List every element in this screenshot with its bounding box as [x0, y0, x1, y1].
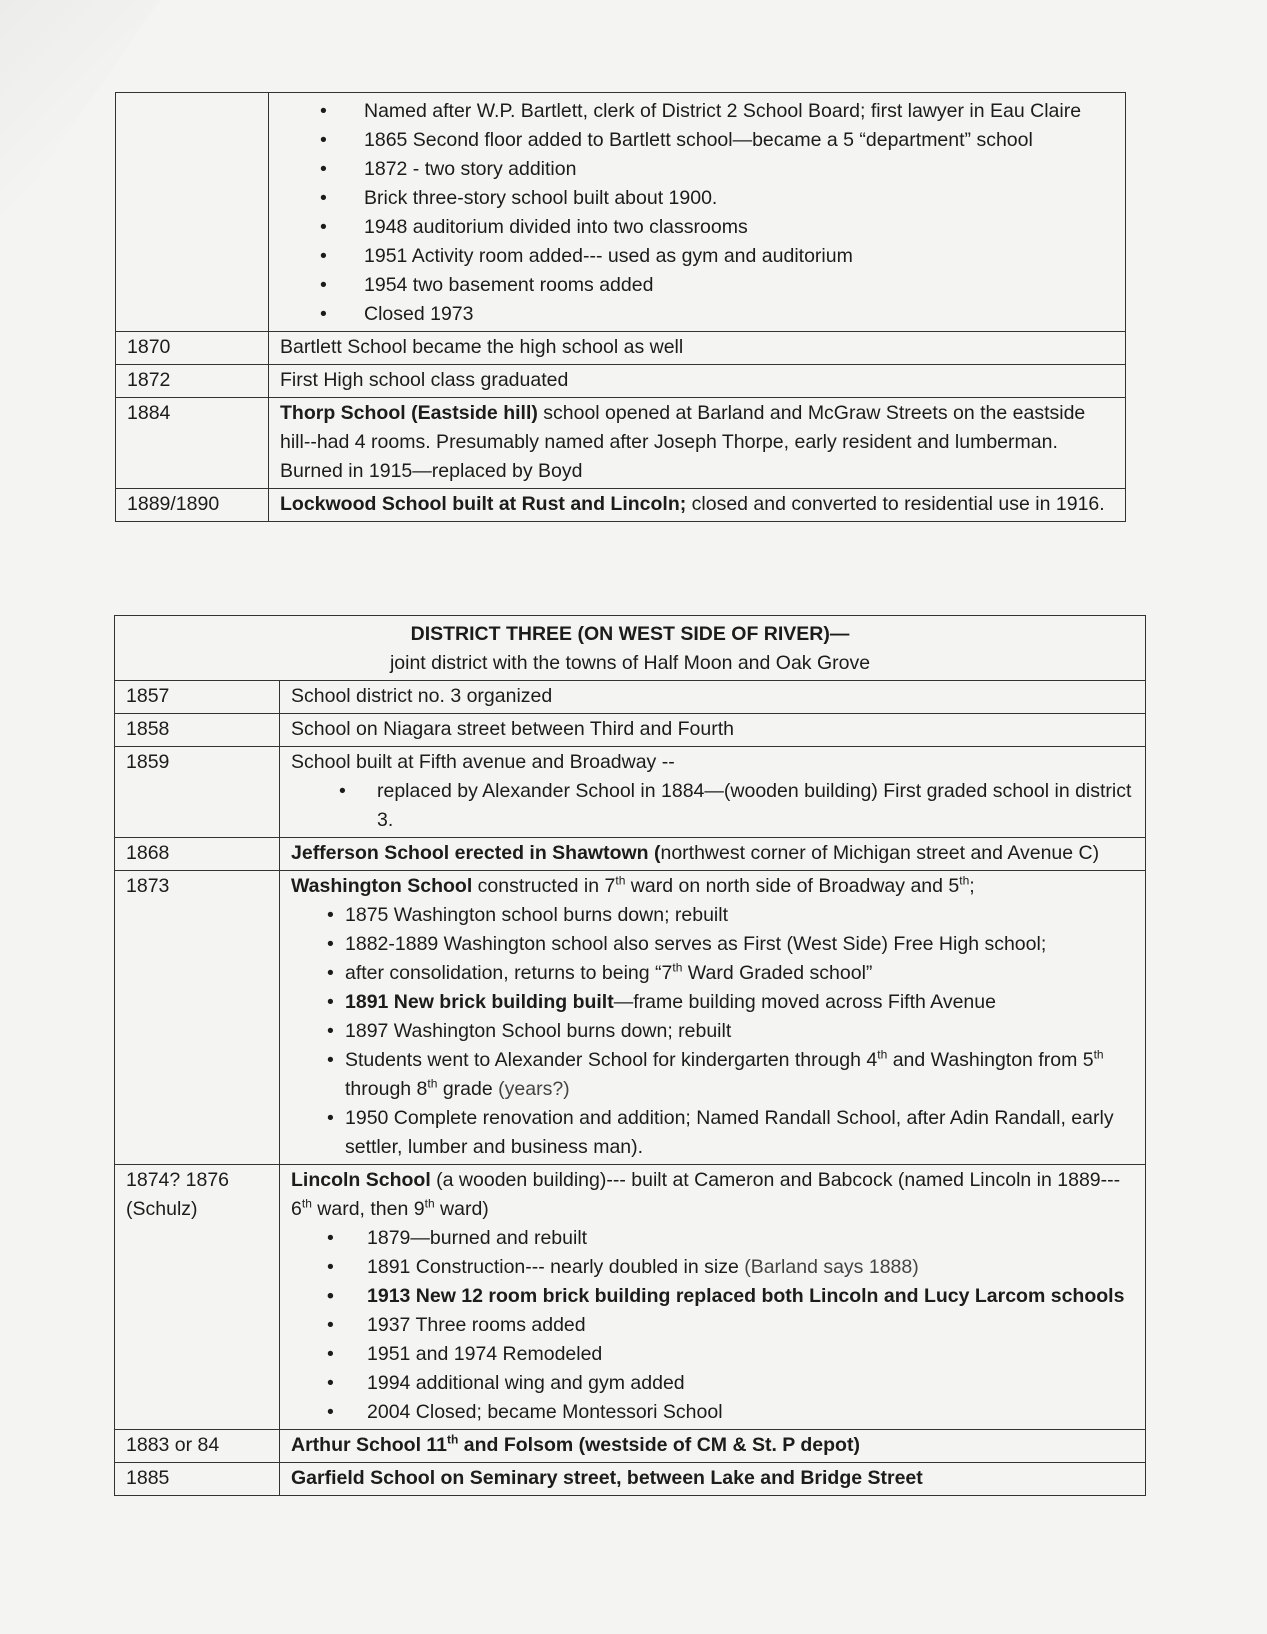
- event-text: (a wooden building)--- built at Cameron and Babcock (named Lincoln in 1889--- 6: [291, 1169, 1121, 1220]
- bartlett-details: [269, 93, 1126, 332]
- year-cell: 1889/1890: [116, 489, 269, 522]
- event-text: and Washington from 5: [887, 1049, 1094, 1071]
- event-text: 1891 Construction--- nearly doubled in size: [367, 1256, 739, 1278]
- bullet-list: [291, 901, 1134, 1162]
- year-cell: 1859: [115, 747, 280, 838]
- event-text: (years?): [492, 1078, 570, 1100]
- list-item: • Closed 1973: [280, 300, 1114, 329]
- event-text: 1891 New brick building built: [345, 991, 614, 1013]
- table-row: [115, 747, 1146, 838]
- year-cell: 1883 or 84: [115, 1430, 280, 1463]
- table-row: [115, 838, 1146, 871]
- event-text: through 8: [345, 1078, 428, 1100]
- event-text: Ward Graded school”: [682, 962, 873, 984]
- event-text: grade: [437, 1078, 493, 1100]
- district-three-heading: [115, 616, 1146, 681]
- list-item: • Named after W.P. Bartlett, clerk of District 2 School Board; first lawyer in Eau Claire: [280, 97, 1114, 126]
- school-name: Lockwood School built at Rust and Lincoln;: [280, 493, 687, 515]
- event-text: (Barland says 1888): [738, 1256, 919, 1278]
- superscript: th: [447, 1432, 459, 1447]
- list-item: • 1872 - two story addition: [280, 155, 1114, 184]
- school-name: Jefferson School erected in Shawtown (: [291, 842, 661, 864]
- table-row: [115, 1430, 1146, 1463]
- event-text: ward, then 9: [311, 1198, 425, 1220]
- event-text: Students went to Alexander School for kindergarten through 4: [345, 1049, 878, 1071]
- table-row: [115, 1165, 1146, 1430]
- list-item: • 1937 Three rooms added: [291, 1311, 1134, 1340]
- event-text: ward): [434, 1198, 489, 1220]
- bullet-list: [291, 777, 1134, 835]
- school-name: Washington School: [291, 875, 473, 897]
- event-text: —frame building moved across Fifth Avenue: [613, 991, 996, 1013]
- list-item: • 1954 two basement rooms added: [280, 271, 1114, 300]
- event-text: constructed in 7: [472, 875, 616, 897]
- event-text: ward on north side of Broadway and 5: [625, 875, 960, 897]
- heading-subtitle: joint district with the towns of Half Moon and Oak Grove: [389, 652, 871, 674]
- table-row: [115, 681, 1146, 714]
- list-item: [291, 959, 1134, 988]
- list-item: • 1950 Complete renovation and addition; Named Randall School, after Adin Randall, early settler, lumber and business man).: [291, 1104, 1134, 1162]
- year-cell: 1868: [115, 838, 280, 871]
- superscript: th: [301, 1196, 312, 1211]
- superscript: th: [877, 1047, 888, 1062]
- event-intro: [291, 1166, 1134, 1224]
- superscript: th: [672, 960, 683, 975]
- year-cell: 1873: [115, 871, 280, 1165]
- table-row: [115, 1463, 1146, 1496]
- list-item: [291, 1253, 1134, 1282]
- list-item: • 1994 additional wing and gym added: [291, 1369, 1134, 1398]
- table-row: [116, 332, 1126, 365]
- event-intro: [291, 872, 1134, 901]
- list-item: • Brick three-story school built about 1900.: [280, 184, 1114, 213]
- year-cell: 1885: [115, 1463, 280, 1496]
- event-cell: [280, 838, 1146, 871]
- list-item: • 1951 and 1974 Remodeled: [291, 1340, 1134, 1369]
- district-two-table: [115, 92, 1126, 522]
- year-cell: 1870: [116, 332, 269, 365]
- event-text: Arthur School 11: [291, 1434, 448, 1456]
- event-cell: [280, 871, 1146, 1165]
- list-item: • 1897 Washington School burns down; rebuilt: [291, 1017, 1134, 1046]
- table-heading-row: [115, 616, 1146, 681]
- bullet-list: [291, 1224, 1134, 1427]
- table-row: [116, 489, 1126, 522]
- school-name: Thorp School (Eastside hill): [280, 402, 538, 424]
- list-item: [291, 988, 1134, 1017]
- event-text: ;: [969, 875, 975, 897]
- event-cell: [269, 398, 1126, 489]
- table-row: [115, 714, 1146, 747]
- event-cell: Bartlett School became the high school as well: [269, 332, 1126, 365]
- event-cell: School on Niagara street between Third and Fourth: [280, 714, 1146, 747]
- list-item: • 1875 Washington school burns down; rebuilt: [291, 901, 1134, 930]
- list-item: • 1865 Second floor added to Bartlett school—became a 5 “department” school: [280, 126, 1114, 155]
- list-item: • 1913 New 12 room brick building replaced both Lincoln and Lucy Larcom schools: [291, 1282, 1134, 1311]
- list-item: • 1948 auditorium divided into two classrooms: [280, 213, 1114, 242]
- event-cell: School district no. 3 organized: [280, 681, 1146, 714]
- event-text: School built at Fifth avenue and Broadway --: [291, 751, 675, 773]
- year-cell: 1874? 1876 (Schulz): [115, 1165, 280, 1430]
- year-cell: 1872: [116, 365, 269, 398]
- event-text: school opened at Barland and McGraw Streets on the eastside hill--had 4 rooms. Presumably named after Joseph Thorpe, early resident and lumberman. Burned in 1915—replaced by Boyd: [280, 402, 1086, 482]
- event-text: northwest corner of Michigan street and Avenue C): [660, 842, 1100, 864]
- heading-title: DISTRICT THREE (ON WEST SIDE OF RIVER)—: [410, 623, 850, 645]
- event-cell: [280, 1430, 1146, 1463]
- event-text: and Folsom (westside of CM & St. P depot): [458, 1434, 860, 1456]
- event-cell: Garfield School on Seminary street, between Lake and Bridge Street: [280, 1463, 1146, 1496]
- list-item: • 1951 Activity room added--- used as gym and auditorium: [280, 242, 1114, 271]
- year-cell: 1884: [116, 398, 269, 489]
- school-name: Lincoln School: [291, 1169, 431, 1191]
- event-cell: [280, 1165, 1146, 1430]
- event-text: after consolidation, returns to being “7: [345, 962, 673, 984]
- superscript: th: [615, 873, 626, 888]
- table-row: [116, 398, 1126, 489]
- district-three-table: [114, 615, 1146, 1496]
- superscript: th: [427, 1076, 438, 1091]
- year-cell: [116, 93, 269, 332]
- superscript: th: [959, 873, 970, 888]
- event-cell: First High school class graduated: [269, 365, 1126, 398]
- event-text: closed and converted to residential use in 1916.: [686, 493, 1105, 515]
- event-cell: [269, 489, 1126, 522]
- list-item: • replaced by Alexander School in 1884—(wooden building) First graded school in district 3.: [291, 777, 1134, 835]
- year-cell: 1857: [115, 681, 280, 714]
- year-cell: 1858: [115, 714, 280, 747]
- table-row: [115, 871, 1146, 1165]
- superscript: th: [424, 1196, 435, 1211]
- superscript: th: [1093, 1047, 1104, 1062]
- list-item: • 1879—burned and rebuilt: [291, 1224, 1134, 1253]
- bartlett-bullet-list: [280, 97, 1114, 329]
- table-row: [116, 365, 1126, 398]
- list-item: • 2004 Closed; became Montessori School: [291, 1398, 1134, 1427]
- list-item: • 1882-1889 Washington school also serves as First (West Side) Free High school;: [291, 930, 1134, 959]
- list-item: [291, 1046, 1134, 1104]
- table-row: [116, 93, 1126, 332]
- event-cell: [280, 747, 1146, 838]
